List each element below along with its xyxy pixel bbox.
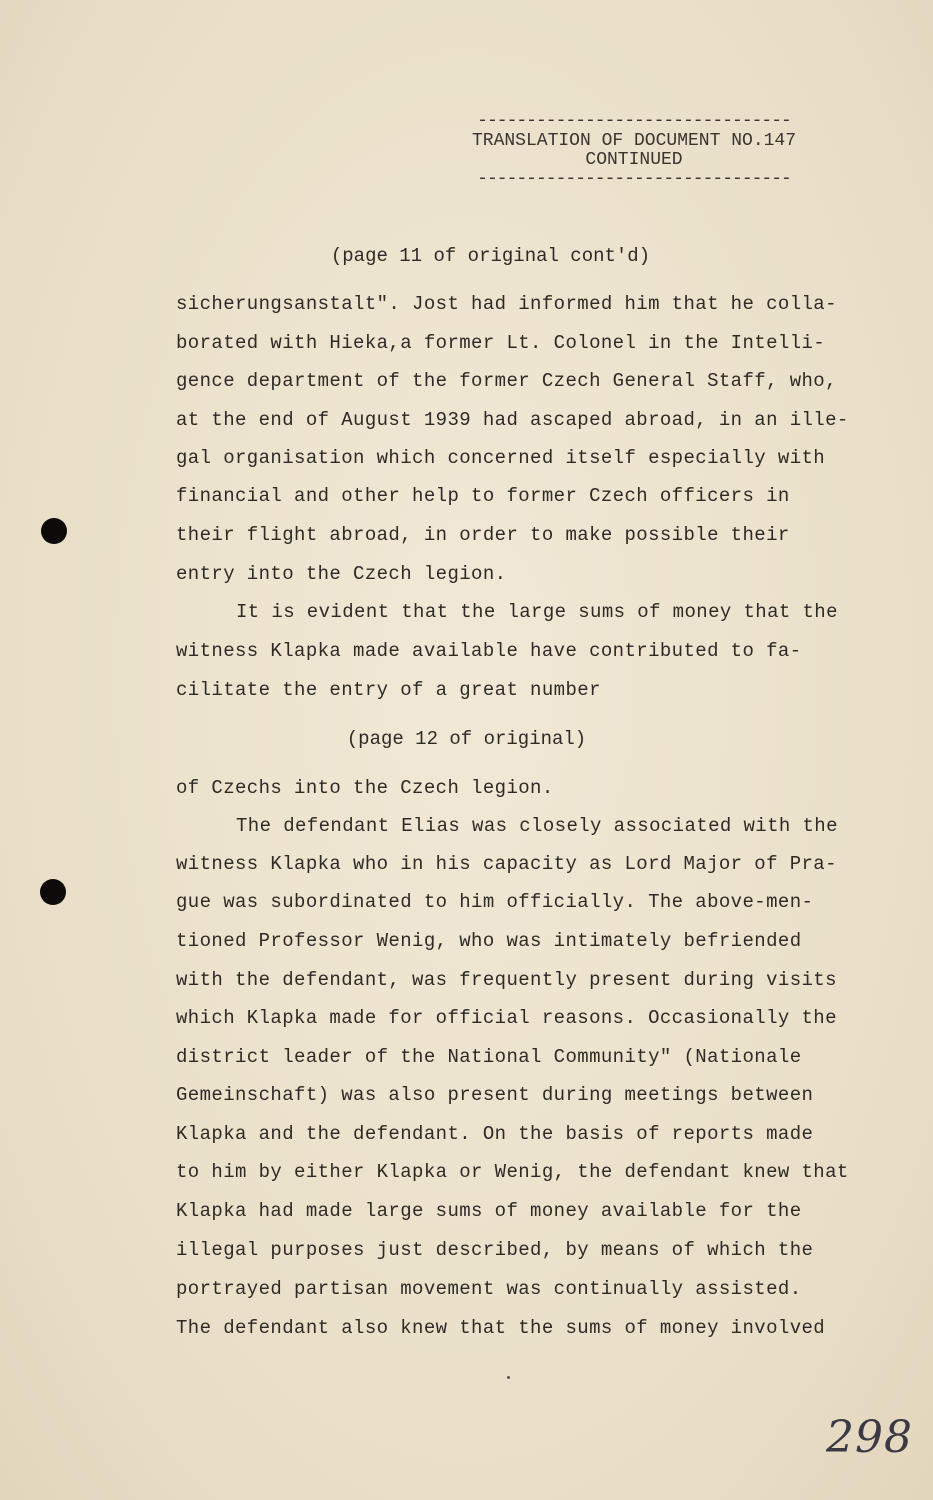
text-line: tioned Professor Wenig, who was intimately befriended (176, 930, 802, 952)
text-line: which Klapka made for official reasons. Occasionally the (176, 1007, 837, 1029)
text-line: witness Klapka who in his capacity as Lord Major of Pra- (176, 853, 837, 875)
text-line: to him by either Klapka or Wenig, the defendant knew that (176, 1161, 849, 1183)
document-subtitle: CONTINUED (585, 150, 683, 170)
punch-hole (40, 879, 66, 905)
document-title: TRANSLATION OF DOCUMENT NO.147 (471, 131, 797, 151)
text-line: cilitate the entry of a great number (176, 679, 601, 701)
punch-hole (41, 518, 67, 544)
text-line: The defendant also knew that the sums of money involved (176, 1317, 826, 1339)
text-line: Gemeinschaft) was also present during meetings between (176, 1084, 814, 1106)
handwritten-page-number: 298 (826, 1412, 913, 1463)
text-line: portrayed partisan movement was continually assisted. (176, 1278, 802, 1300)
text-line: It is evident that the large sums of money that the (236, 601, 838, 623)
text-line: gal organisation which concerned itself especially with (176, 447, 826, 469)
text-line: of Czechs into the Czech legion. (176, 777, 554, 799)
text-line: borated with Hieka,a former Lt. Colonel in the Intelli- (176, 332, 826, 354)
text-line: The defendant Elias was closely associated with the (236, 815, 838, 837)
paper-speck (507, 1376, 510, 1379)
text-line: illegal purposes just described, by means of which the (176, 1239, 814, 1261)
text-line: sicherungsanstalt". Jost had informed him that he colla- (176, 293, 837, 315)
text-line: gue was subordinated to him officially. The above-men- (176, 891, 814, 913)
document-header (456, 112, 812, 190)
text-line: at the end of August 1939 had ascaped abroad, in an ille- (176, 409, 849, 431)
text-line: financial and other help to former Czech officers in (176, 485, 790, 507)
text-line: with the defendant, was frequently present during visits (176, 969, 837, 991)
text-line: entry into the Czech legion. (176, 563, 507, 585)
text-line: witness Klapka made available have contributed to fa- (176, 640, 802, 662)
text-line: Klapka and the defendant. On the basis of reports made (176, 1123, 814, 1145)
header-rule-top: -------------------------------- (477, 112, 791, 131)
text-line: district leader of the National Community" (Nationale (176, 1046, 802, 1068)
header-rule-bottom: -------------------------------- (477, 170, 791, 189)
text-line: their flight abroad, in order to make possible their (176, 524, 790, 546)
text-line: gence department of the former Czech General Staff, who, (176, 370, 837, 392)
page-marker-11: (page 11 of original cont'd) (330, 245, 651, 267)
text-line: Klapka had made large sums of money available for the (176, 1200, 802, 1222)
page-marker-12: (page 12 of original) (346, 728, 587, 750)
